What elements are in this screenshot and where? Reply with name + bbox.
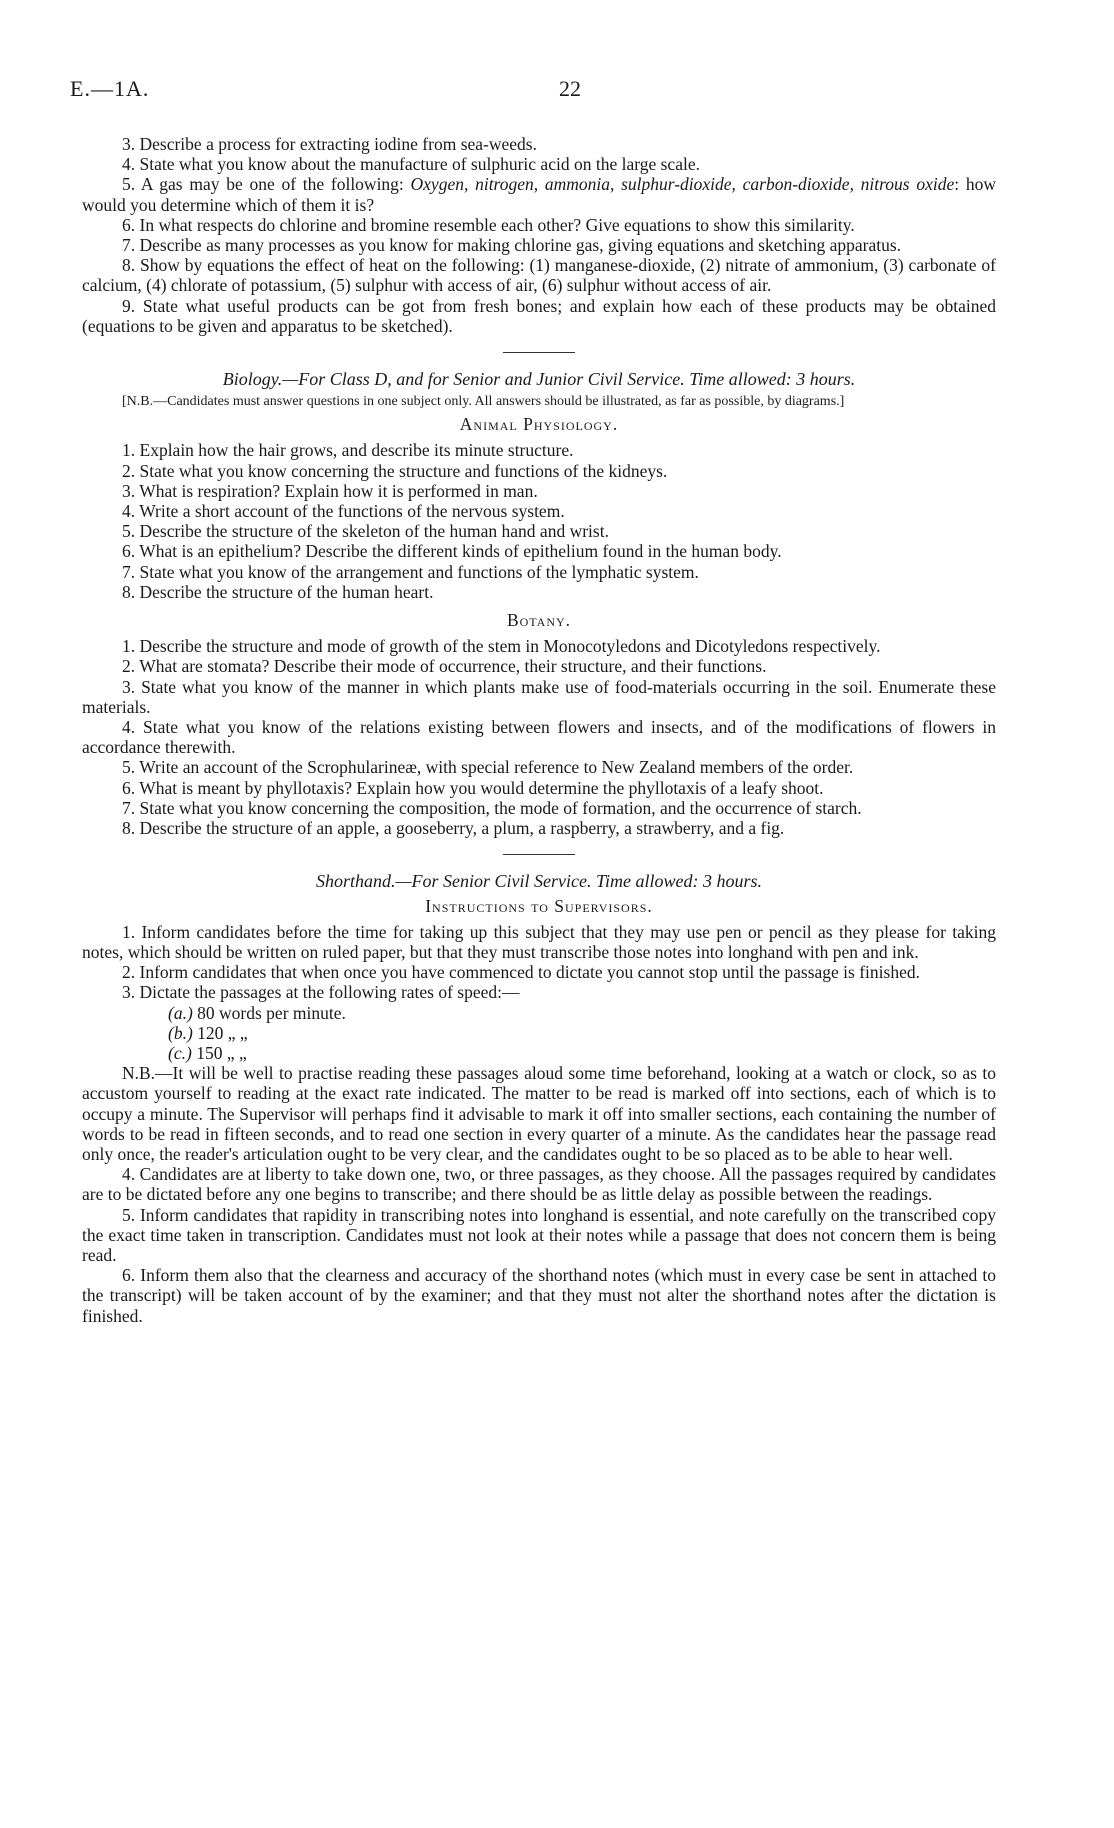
question-number: 1. bbox=[122, 636, 140, 657]
question-number: 7. bbox=[122, 561, 140, 582]
question-number: 5. bbox=[122, 757, 140, 778]
question-text: Describe a process for extracting iodine from sea-weeds. bbox=[139, 134, 537, 154]
question-item bbox=[82, 255, 996, 295]
question-text: In what respects do chlorine and bromine resemble each other? Give equations to show this similarity. bbox=[139, 214, 855, 235]
question-text: Inform candidates before the time for taking up this subject that they may use pen or pencil as they please for taking notes, which should be written on ruled paper, but that they must transcribe those notes into longhand with pen and ink. bbox=[82, 921, 996, 962]
question-item bbox=[82, 235, 996, 255]
question-number: 5. bbox=[122, 174, 141, 195]
question-text: A gas may be one of the following: Oxygen, nitrogen, ammonia, sulphur-dioxide, carbon-dioxide, nitrous oxide: how would you determine which of them it is? bbox=[82, 174, 996, 215]
question-item bbox=[82, 962, 996, 982]
question-item bbox=[82, 636, 996, 656]
question-number: 2. bbox=[122, 656, 140, 677]
question-number: 4. bbox=[122, 717, 143, 738]
question-text: What is an epithelium? Describe the different kinds of epithelium found in the human body. bbox=[139, 541, 782, 562]
animal-physiology-questions bbox=[82, 440, 996, 602]
question-item bbox=[82, 461, 996, 481]
question-item bbox=[82, 922, 996, 962]
rate-text: 150 „ „ bbox=[196, 1042, 247, 1063]
question-text: State what you know concerning the composition, the mode of formation, and the occurrence of starch. bbox=[139, 797, 862, 818]
biology-note: [N.B.—Candidates must answer questions in one subject only. All answers should be illustrated, as far as possible, by diagrams.] bbox=[122, 394, 845, 410]
question-item bbox=[82, 656, 996, 676]
question-number: 6. bbox=[122, 777, 140, 798]
page-header bbox=[70, 76, 1070, 106]
question-text: Write an account of the Scrophularineæ, with special reference to New Zealand members of the order. bbox=[139, 757, 854, 778]
question-number: 3. bbox=[122, 676, 142, 697]
question-text: Dictate the passages at the following rates of speed:— bbox=[139, 982, 520, 1003]
question-number: 8. bbox=[122, 818, 140, 839]
question-text: Explain how the hair grows, and describe its minute structure. bbox=[139, 440, 574, 461]
supervisor-instructions-heading: Instructions to Supervisors. bbox=[425, 895, 653, 916]
page-body bbox=[82, 134, 996, 1326]
question-text: State what you know of the manner in which plants make use of food-materials occurring in the soil. Enumerate these materials. bbox=[82, 676, 997, 717]
question-text: Describe the structure of an apple, a gooseberry, a plum, a raspberry, a strawberry, and a fig. bbox=[139, 818, 785, 839]
question-item bbox=[82, 440, 996, 460]
question-number: 8. bbox=[122, 581, 140, 602]
question-text: Candidates are at liberty to take down one, two, or three passages, as they choose. All the passages required by candidates are to be dictated before any one begins to transcribe; and there should be as little delay as possible between the readings. bbox=[82, 1164, 996, 1205]
question-number: 7. bbox=[122, 235, 140, 256]
dictation-rate bbox=[82, 1003, 996, 1023]
rate-label: (c.) bbox=[168, 1042, 197, 1063]
shorthand-title: Shorthand.—For Senior Civil Service. Time allowed: 3 hours. bbox=[316, 871, 762, 892]
question-text: State what you know about the manufacture of sulphuric acid on the large scale. bbox=[139, 154, 700, 175]
shorthand-note: N.B.—It will be well to practise reading these passages aloud some time beforehand, looking at a watch or clock, so as to accustom yourself to reading at the exact rate indicated. The matter to be read is marked off into sections, each of which is to occupy a minute. The Supervisor will perhaps find it advisable to mark it off into smaller sections, each containing the number of words to be read in fifteen seconds, and to read one section in every quarter of a minute. As the candidates hear the passage read only once, the reader's articulation ought to be very clear, and the candidates ought to be so placed as to be able to hear well. bbox=[82, 1063, 996, 1164]
rate-label: (b.) bbox=[168, 1022, 198, 1043]
question-item bbox=[82, 1265, 996, 1326]
question-number: 4. bbox=[122, 154, 140, 175]
question-text: State what you know of the arrangement and functions of the lymphatic system. bbox=[139, 561, 699, 582]
question-text: Describe as many processes as you know for making chlorine gas, giving equations and sketching apparatus. bbox=[139, 235, 902, 256]
question-text: State what useful products can be got from fresh bones; and explain how each of these products may be obtained (equations to be given and apparatus to be sketched). bbox=[82, 295, 996, 336]
rate-label: (a.) bbox=[168, 1002, 198, 1023]
chemistry-questions bbox=[82, 134, 996, 336]
shorthand-instructions-continued bbox=[82, 1164, 996, 1326]
section-divider bbox=[503, 854, 575, 855]
question-item bbox=[82, 154, 996, 174]
question-text: Inform candidates that rapidity in transcribing notes into longhand is essential, and note carefully on the transcribed copy the exact time taken in transcription. Candidates must not look at their notes while a passage that does not concern them is being read. bbox=[82, 1204, 997, 1265]
question-item bbox=[82, 215, 996, 235]
question-item bbox=[82, 677, 996, 717]
question-text: What is meant by phyllotaxis? Explain how you would determine the phyllotaxis of a leafy shoot. bbox=[139, 777, 824, 798]
question-number: 1. bbox=[122, 440, 140, 461]
question-text: State what you know concerning the structure and functions of the kidneys. bbox=[139, 460, 668, 481]
question-text: Inform them also that the clearness and accuracy of the shorthand notes (which must in every case be sent in attached to the transcript) will be taken account of by the examiner; and that they must not alter the shorthand notes after the dictation is finished. bbox=[82, 1265, 996, 1326]
animal-physiology-heading: Animal Physiology. bbox=[459, 414, 619, 435]
question-text: Show by equations the effect of heat on the following: (1) manganese-dioxide, (2) nitrate of ammonium, (3) carbonate of calcium, (4) chlorate of potassium, (5) sulphur with access of air, (6) sulphur without access of air. bbox=[82, 255, 997, 296]
biology-title: Biology.—For Class D, and for Senior and Junior Civil Service. Time allowed: 3 hours. bbox=[222, 369, 856, 390]
question-number: 4. bbox=[122, 501, 140, 522]
question-item bbox=[82, 717, 996, 757]
question-item bbox=[82, 1205, 996, 1266]
question-item bbox=[82, 296, 996, 336]
question-item bbox=[82, 481, 996, 501]
question-number: 4. bbox=[122, 1164, 140, 1185]
question-text: Inform candidates that when once you have commenced to dictate you cannot stop until the passage is finished. bbox=[139, 962, 920, 983]
question-item bbox=[82, 1164, 996, 1204]
question-number: 3. bbox=[122, 134, 140, 154]
question-item bbox=[82, 798, 996, 818]
question-text: What is respiration? Explain how it is performed in man. bbox=[139, 480, 538, 501]
page-number: 22 bbox=[559, 76, 581, 101]
question-item bbox=[82, 521, 996, 541]
question-item bbox=[82, 982, 996, 1002]
botany-heading: Botany. bbox=[506, 610, 572, 631]
dictation-rate bbox=[82, 1043, 996, 1063]
question-item bbox=[82, 757, 996, 777]
question-number: 6. bbox=[122, 1265, 141, 1286]
question-number: 3. bbox=[122, 982, 140, 1003]
botany-questions bbox=[82, 636, 996, 838]
document-reference: E.—1A. bbox=[70, 76, 150, 101]
question-number: 5. bbox=[122, 1204, 140, 1225]
question-number: 1. bbox=[122, 921, 142, 942]
question-text: Describe the structure of the skeleton of the human hand and wrist. bbox=[139, 521, 609, 542]
question-item bbox=[82, 501, 996, 521]
question-number: 6. bbox=[122, 214, 140, 235]
question-item bbox=[82, 582, 996, 602]
question-item bbox=[82, 562, 996, 582]
dictation-rate bbox=[82, 1023, 996, 1043]
dictation-rates bbox=[82, 1003, 996, 1064]
question-number: 8. bbox=[122, 255, 140, 276]
question-number: 3. bbox=[122, 480, 140, 501]
question-text: Describe the structure of the human heart. bbox=[139, 581, 434, 602]
question-number: 2. bbox=[122, 460, 140, 481]
rate-text: 120 „ „ bbox=[197, 1022, 248, 1043]
question-number: 9. bbox=[122, 295, 143, 316]
shorthand-instructions bbox=[82, 922, 996, 1003]
question-item bbox=[82, 541, 996, 561]
rate-text: 80 words per minute. bbox=[197, 1002, 346, 1023]
question-text: State what you know of the relations existing between flowers and insects, and of the modifications of flowers in accordance therewith. bbox=[82, 717, 997, 758]
question-item bbox=[82, 134, 996, 154]
question-item bbox=[82, 778, 996, 798]
question-number: 2. bbox=[122, 962, 140, 983]
question-text: Describe the structure and mode of growth of the stem in Monocotyledons and Dicotyledons respectively. bbox=[139, 636, 881, 657]
question-item bbox=[82, 818, 996, 838]
question-item bbox=[82, 174, 996, 214]
question-number: 5. bbox=[122, 521, 140, 542]
question-text: Write a short account of the functions of the nervous system. bbox=[139, 501, 565, 522]
section-divider bbox=[503, 352, 575, 353]
question-text: What are stomata? Describe their mode of occurrence, their structure, and their functions. bbox=[139, 656, 767, 677]
question-number: 7. bbox=[122, 797, 140, 818]
question-number: 6. bbox=[122, 541, 140, 562]
